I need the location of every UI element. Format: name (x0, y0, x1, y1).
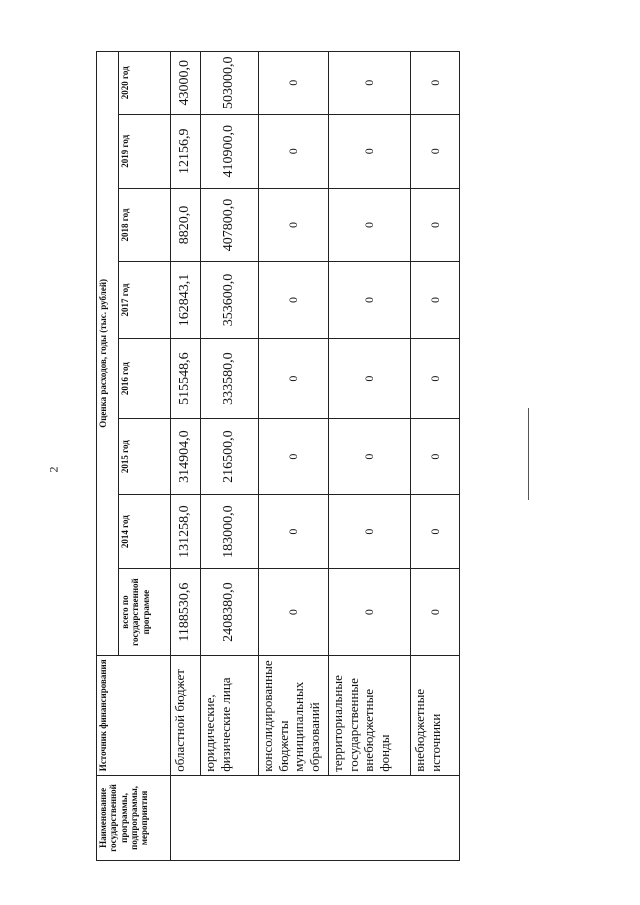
value-cell: 0 (411, 188, 460, 261)
margin-mark (528, 408, 529, 500)
value-cell: 0 (259, 114, 329, 188)
header-estimate-group: Оценка расходов, годы (тыс. рублей) (97, 52, 119, 656)
header-source: Источник финансирования (97, 655, 171, 775)
value-cell: 8820,0 (171, 188, 201, 261)
header-year: 2014 год (119, 494, 171, 568)
value-cell: 333580,0 (201, 338, 259, 418)
value-cell: 162843,1 (171, 262, 201, 339)
value-cell: 0 (259, 188, 329, 261)
value-cell: 43000,0 (171, 52, 201, 115)
value-cell: 0 (411, 262, 460, 339)
source-cell: юридические, физические лица (201, 655, 259, 775)
value-cell: 410900,0 (201, 114, 259, 188)
header-year: 2016 год (119, 338, 171, 418)
value-cell: 515548,6 (171, 338, 201, 418)
table-row (201, 52, 259, 861)
program-name-cell (171, 775, 460, 860)
value-cell: 353600,0 (201, 262, 259, 339)
value-cell: 314904,0 (171, 419, 201, 495)
page-number: 2 (46, 466, 61, 473)
header-year: 2015 год (119, 419, 171, 495)
value-cell: 0 (411, 52, 460, 115)
value-cell: 0 (411, 494, 460, 568)
value-cell: 0 (411, 114, 460, 188)
value-cell: 183000,0 (201, 494, 259, 568)
value-cell: 0 (329, 338, 411, 418)
total-cell: 1188530,6 (171, 569, 201, 655)
value-cell: 0 (259, 52, 329, 115)
header-year: 2018 год (119, 188, 171, 261)
value-cell: 0 (329, 114, 411, 188)
header-year: 2019 год (119, 114, 171, 188)
table-row (329, 52, 411, 861)
header-total: всего по государственной программе (119, 569, 171, 655)
total-cell: 0 (411, 569, 460, 655)
financing-table (96, 51, 460, 861)
header-program-name: Наименование государственной программы, подпрограммы, мероприятия (97, 775, 171, 860)
header-year: 2017 год (119, 262, 171, 339)
value-cell: 0 (411, 338, 460, 418)
table-row (411, 52, 460, 861)
value-cell: 0 (259, 494, 329, 568)
value-cell: 0 (259, 419, 329, 495)
value-cell: 407800,0 (201, 188, 259, 261)
total-cell: 0 (259, 569, 329, 655)
value-cell: 0 (259, 338, 329, 418)
value-cell: 0 (329, 494, 411, 568)
value-cell: 0 (329, 262, 411, 339)
value-cell: 131258,0 (171, 494, 201, 568)
table-row (259, 52, 329, 861)
header-year: 2020 год (119, 52, 171, 115)
source-cell: консолидированные бюджеты муниципальных образований (259, 655, 329, 775)
value-cell: 0 (329, 188, 411, 261)
value-cell: 0 (329, 52, 411, 115)
table-row (171, 52, 201, 861)
value-cell: 0 (259, 262, 329, 339)
total-cell: 2408380,0 (201, 569, 259, 655)
total-cell: 0 (329, 569, 411, 655)
value-cell: 503000,0 (201, 52, 259, 115)
value-cell: 0 (329, 419, 411, 495)
source-cell: территориальные государственные внебюджетные фонды (329, 655, 411, 775)
value-cell: 216500,0 (201, 419, 259, 495)
rotated-table-wrapper (96, 51, 459, 861)
source-cell: областной бюджет (171, 655, 201, 775)
value-cell: 12156,9 (171, 114, 201, 188)
source-cell: внебюджетные источники (411, 655, 460, 775)
value-cell: 0 (411, 419, 460, 495)
